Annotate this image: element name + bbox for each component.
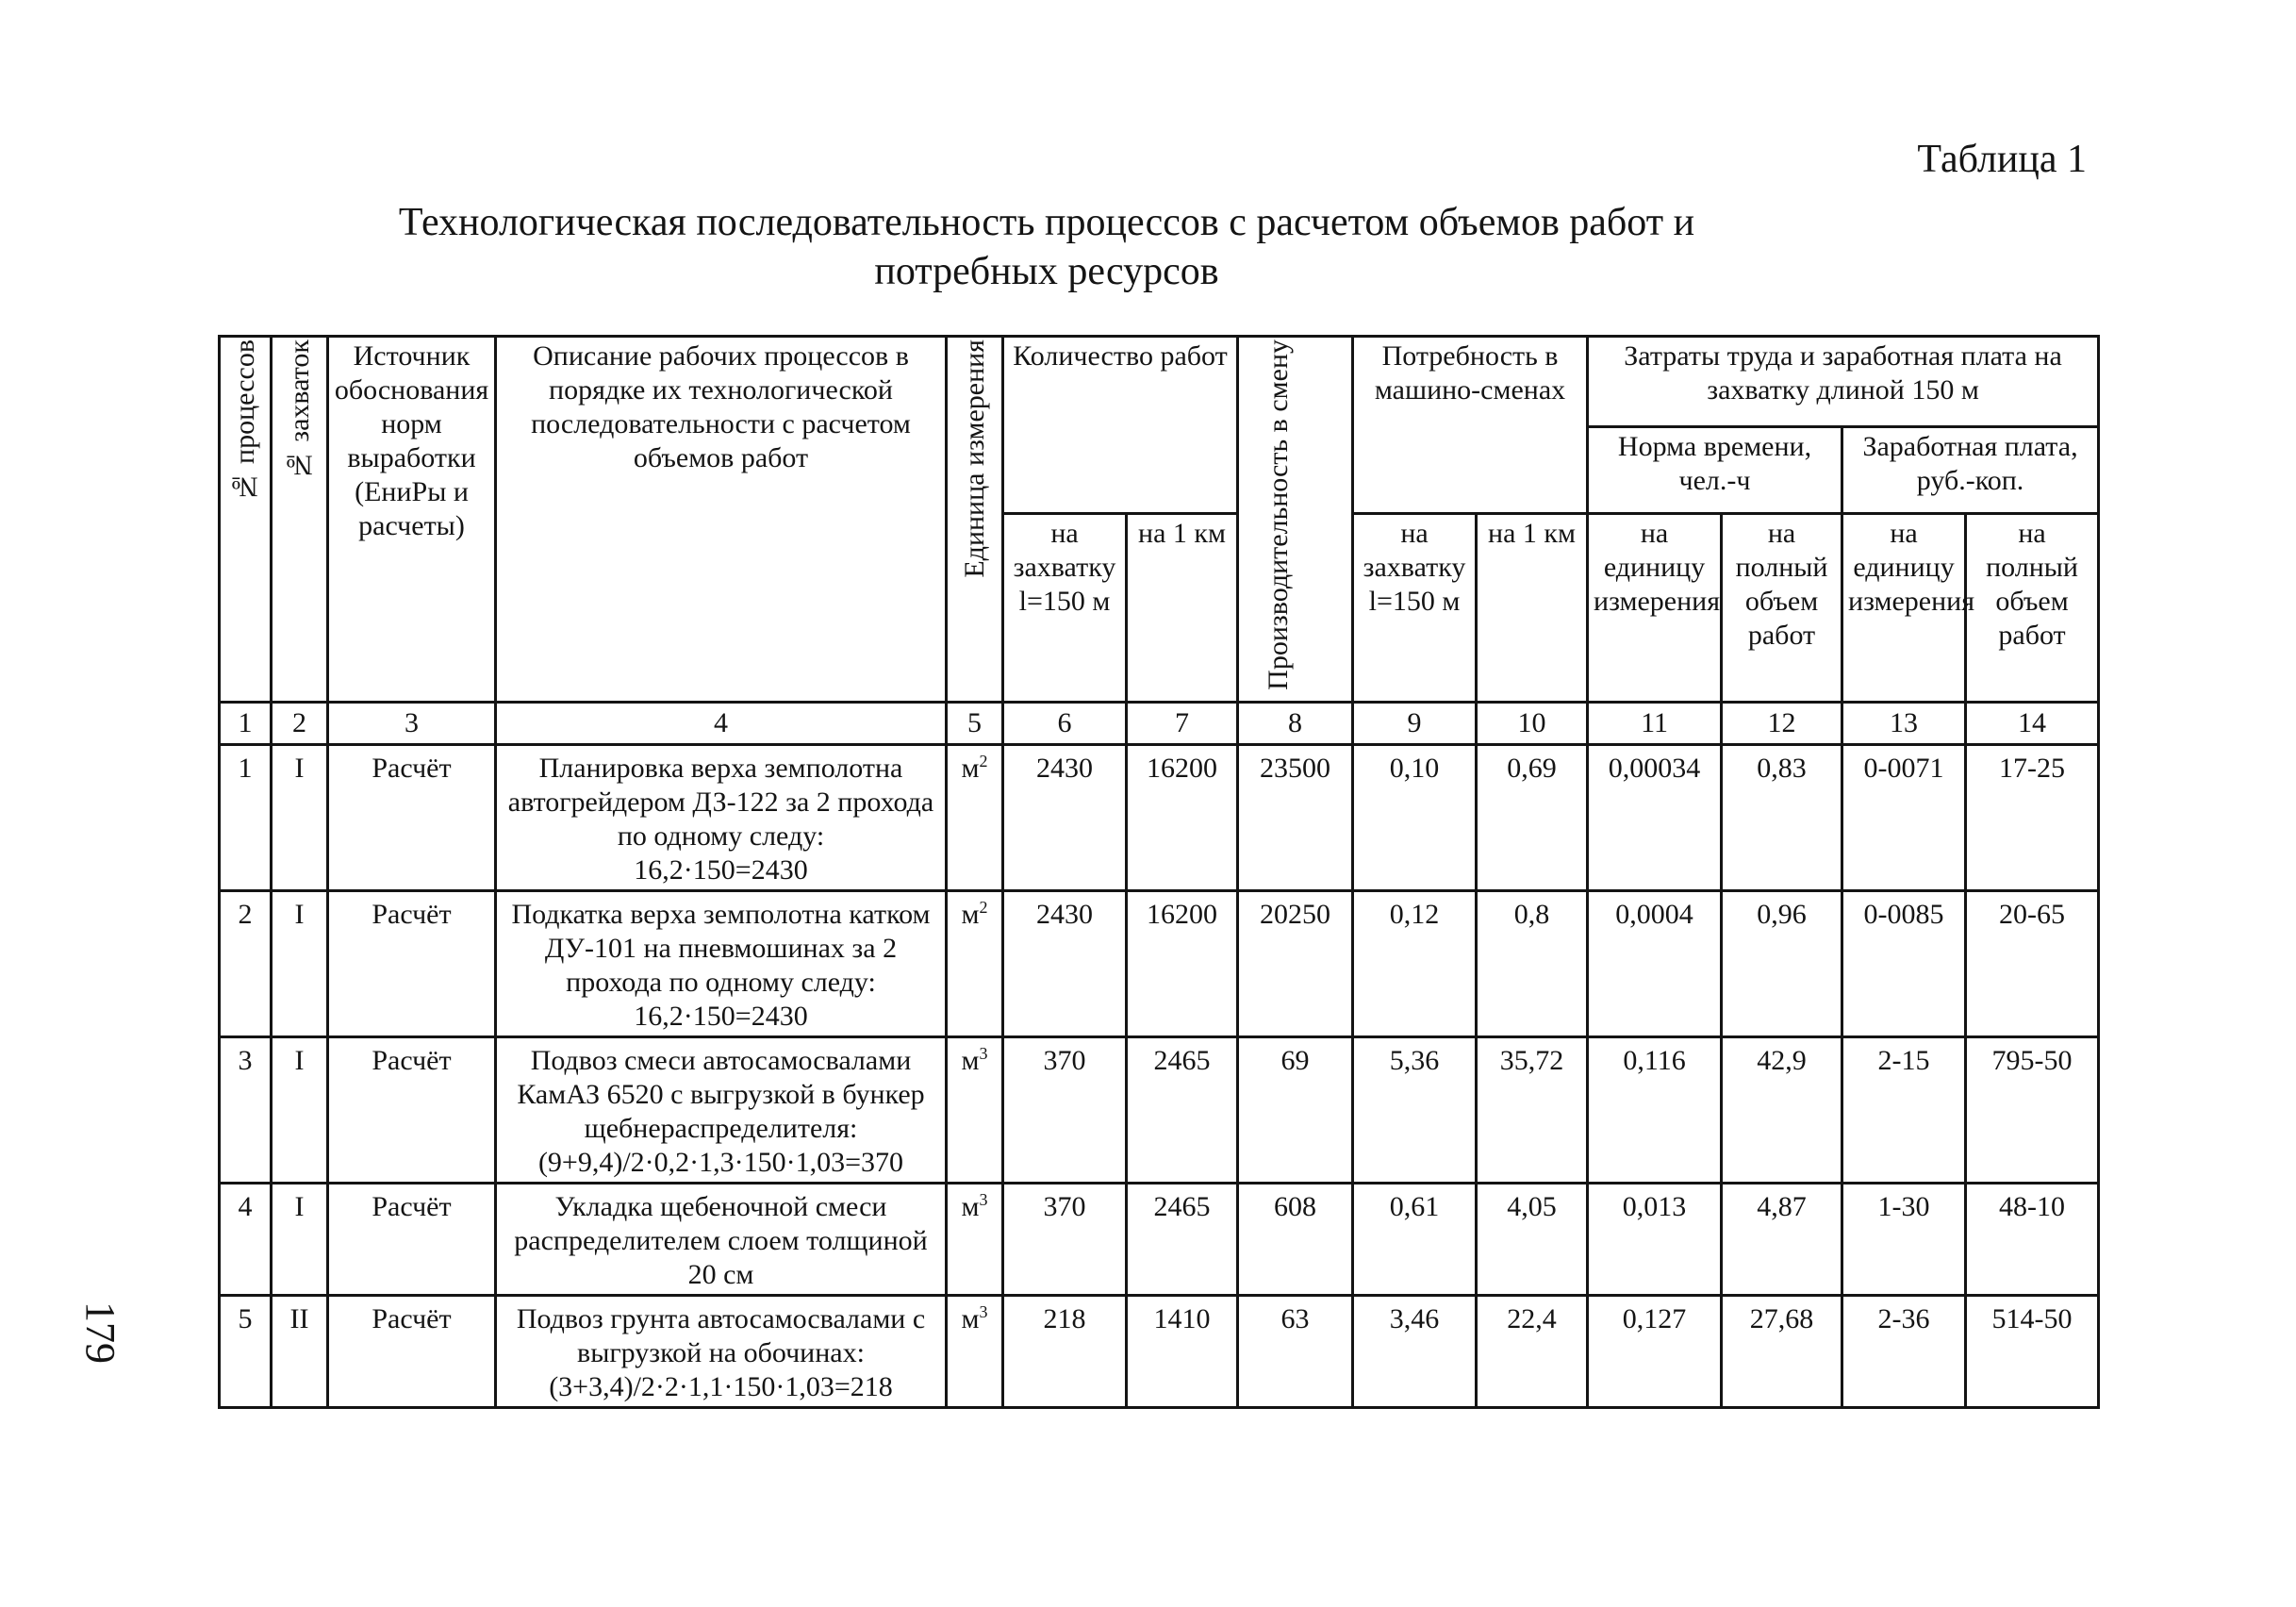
cell-source: Расчёт — [328, 1036, 496, 1183]
cell-wage-full: 17-25 — [1966, 744, 2099, 890]
cell-wage-unit: 0-0085 — [1842, 890, 1966, 1036]
cell-source: Расчёт — [328, 744, 496, 890]
table-row — [220, 1183, 2099, 1295]
cell-ms-km: 22,4 — [1477, 1295, 1588, 1407]
cell-qty-km: 16200 — [1127, 890, 1238, 1036]
cell-productivity: 20250 — [1238, 890, 1353, 1036]
cell-wage-unit: 2-36 — [1842, 1295, 1966, 1407]
cell-time-unit: 0,116 — [1588, 1036, 1722, 1183]
cell-zahvatka: I — [272, 1183, 328, 1295]
column-number: 3 — [328, 702, 496, 744]
cell-qty-km: 2465 — [1127, 1183, 1238, 1295]
cell-zahvatka: I — [272, 744, 328, 890]
cell-source: Расчёт — [328, 890, 496, 1036]
column-number: 12 — [1722, 702, 1842, 744]
table-row — [220, 1295, 2099, 1407]
cell-ms-zahvatka: 0,10 — [1353, 744, 1477, 890]
column-number: 14 — [1966, 702, 2099, 744]
column-number: 2 — [272, 702, 328, 744]
table-row — [220, 890, 2099, 1036]
cell-time-unit: 0,00034 — [1588, 744, 1722, 890]
cell-ms-zahvatka: 0,61 — [1353, 1183, 1477, 1295]
column-number: 7 — [1127, 702, 1238, 744]
cell-ms-km: 35,72 — [1477, 1036, 1588, 1183]
cell-qty-zahvatka: 218 — [1003, 1295, 1127, 1407]
header-productivity: Производительность в смену — [1238, 337, 1353, 703]
cell-zahvatka: I — [272, 1036, 328, 1183]
header-labor-wages: Затраты труда и заработная плата на захватку длиной 150 м — [1588, 337, 2099, 427]
description-calc: (3+3,4)/2·2·1,1·150·1,03=218 — [549, 1370, 893, 1402]
header-source: Источник обоснования норм выработки (ЕниРы и расчеты) — [328, 337, 496, 703]
cell-wage-full: 20-65 — [1966, 890, 2099, 1036]
header-time-full: на полный объем работ — [1722, 514, 1842, 703]
cell-process: 5 — [220, 1295, 272, 1407]
header-quantity: Количество работ — [1003, 337, 1238, 514]
cell-unit: $м^2$ — [947, 890, 1003, 1036]
column-number: 1 — [220, 702, 272, 744]
description-calc: (9+9,4)/2·0,2·1,3·150·1,03=370 — [537, 1146, 904, 1178]
cell-description — [496, 1295, 947, 1407]
cell-description — [496, 744, 947, 890]
header-ms-zahvatka: на захватку l=150 м — [1353, 514, 1477, 703]
header-time-norm: Норма времени, чел.-ч — [1588, 427, 1842, 514]
cell-qty-km: 16200 — [1127, 744, 1238, 890]
cell-time-full: 0,83 — [1722, 744, 1842, 890]
cell-time-full: 4,87 — [1722, 1183, 1842, 1295]
description-text: Подвоз смеси автосамосвалами КамАЗ 6520 с выгрузкой в бункер щебнераспределителя: — [517, 1044, 925, 1144]
cell-description — [496, 1036, 947, 1183]
description-text: Укладка щебеночной смеси распределителем слоем толщиной 20 см — [514, 1190, 928, 1290]
cell-wage-unit: 2-15 — [1842, 1036, 1966, 1183]
header-zahvatka-number: № захваток — [272, 337, 328, 703]
column-number: 5 — [947, 702, 1003, 744]
table-row — [220, 744, 2099, 890]
table-title: Технологическая последовательность процессов с расчетом объемов работ и потребных ресурсов — [398, 201, 1695, 293]
cell-wage-full: 514-50 — [1966, 1295, 2099, 1407]
cell-unit: $м^3$ — [947, 1036, 1003, 1183]
description-calc: 16,2·150=2430 — [634, 853, 808, 886]
header-qty-zahvatka: на захватку l=150 м — [1003, 514, 1127, 703]
header-time-per-unit: на единицу измерения — [1588, 514, 1722, 703]
cell-wage-full: 48-10 — [1966, 1183, 2099, 1295]
cell-unit: $м^3$ — [947, 1295, 1003, 1407]
cell-unit: $м^3$ — [947, 1183, 1003, 1295]
column-number: 9 — [1353, 702, 1477, 744]
header-process-number: № процессов — [220, 337, 272, 703]
cell-time-unit: 0,013 — [1588, 1183, 1722, 1295]
header-machine-shifts: Потребность в машино-сменах — [1353, 337, 1588, 514]
column-number: 10 — [1477, 702, 1588, 744]
cell-time-full: 27,68 — [1722, 1295, 1842, 1407]
table-label: Таблица 1 — [1917, 138, 2087, 181]
column-number: 11 — [1588, 702, 1722, 744]
header-unit: Единица измерения — [947, 337, 1003, 703]
cell-unit: $м^2$ — [947, 744, 1003, 890]
description-text: Подкатка верха земполотна катком ДУ-101 на пневмошинах за 2 прохода по одному следу: — [511, 898, 931, 998]
cell-description — [496, 890, 947, 1036]
description-text: Планировка верха земполотна автогрейдером ДЗ-122 за 2 прохода по одному следу: — [507, 752, 934, 852]
cell-source: Расчёт — [328, 1295, 496, 1407]
cell-time-unit: 0,0004 — [1588, 890, 1722, 1036]
column-number: 13 — [1842, 702, 1966, 744]
cell-productivity: 63 — [1238, 1295, 1353, 1407]
cell-process: 3 — [220, 1036, 272, 1183]
cell-time-unit: 0,127 — [1588, 1295, 1722, 1407]
cell-wage-full: 795-50 — [1966, 1036, 2099, 1183]
cell-ms-zahvatka: 3,46 — [1353, 1295, 1477, 1407]
cell-productivity: 608 — [1238, 1183, 1353, 1295]
cell-zahvatka: II — [272, 1295, 328, 1407]
header-wage-per-unit: на единицу измерения — [1842, 514, 1966, 703]
cell-qty-zahvatka: 2430 — [1003, 890, 1127, 1036]
cell-ms-km: 0,8 — [1477, 890, 1588, 1036]
cell-productivity: 69 — [1238, 1036, 1353, 1183]
cell-qty-km: 1410 — [1127, 1295, 1238, 1407]
cell-time-full: 0,96 — [1722, 890, 1842, 1036]
cell-process: 2 — [220, 890, 272, 1036]
cell-ms-zahvatka: 0,12 — [1353, 890, 1477, 1036]
table-row — [220, 1036, 2099, 1183]
cell-process: 1 — [220, 744, 272, 890]
header-wage-full: на полный объем работ — [1966, 514, 2099, 703]
column-number: 4 — [496, 702, 947, 744]
cell-wage-unit: 0-0071 — [1842, 744, 1966, 890]
cell-productivity: 23500 — [1238, 744, 1353, 890]
column-number: 8 — [1238, 702, 1353, 744]
description-text: Подвоз грунта автосамосвалами с выгрузкой на обочинах: — [516, 1302, 926, 1368]
column-number-row — [220, 702, 2099, 744]
cell-qty-zahvatka: 370 — [1003, 1183, 1127, 1295]
header-ms-km: на 1 км — [1477, 514, 1588, 703]
column-number: 6 — [1003, 702, 1127, 744]
cell-qty-km: 2465 — [1127, 1036, 1238, 1183]
cell-description — [496, 1183, 947, 1295]
cell-process: 4 — [220, 1183, 272, 1295]
cell-time-full: 42,9 — [1722, 1036, 1842, 1183]
process-table — [218, 335, 2100, 1409]
description-calc: 16,2·150=2430 — [634, 1000, 808, 1032]
header-qty-km: на 1 км — [1127, 514, 1238, 703]
page-number: 179 — [77, 1301, 124, 1364]
cell-source: Расчёт — [328, 1183, 496, 1295]
cell-wage-unit: 1-30 — [1842, 1183, 1966, 1295]
cell-qty-zahvatka: 370 — [1003, 1036, 1127, 1183]
header-description: Описание рабочих процессов в порядке их технологической последовательности с расчетом объемов работ — [496, 337, 947, 703]
cell-ms-km: 0,69 — [1477, 744, 1588, 890]
cell-zahvatka: I — [272, 890, 328, 1036]
header-wages: Заработная плата, руб.-коп. — [1842, 427, 2099, 514]
cell-ms-km: 4,05 — [1477, 1183, 1588, 1295]
cell-ms-zahvatka: 5,36 — [1353, 1036, 1477, 1183]
cell-qty-zahvatka: 2430 — [1003, 744, 1127, 890]
